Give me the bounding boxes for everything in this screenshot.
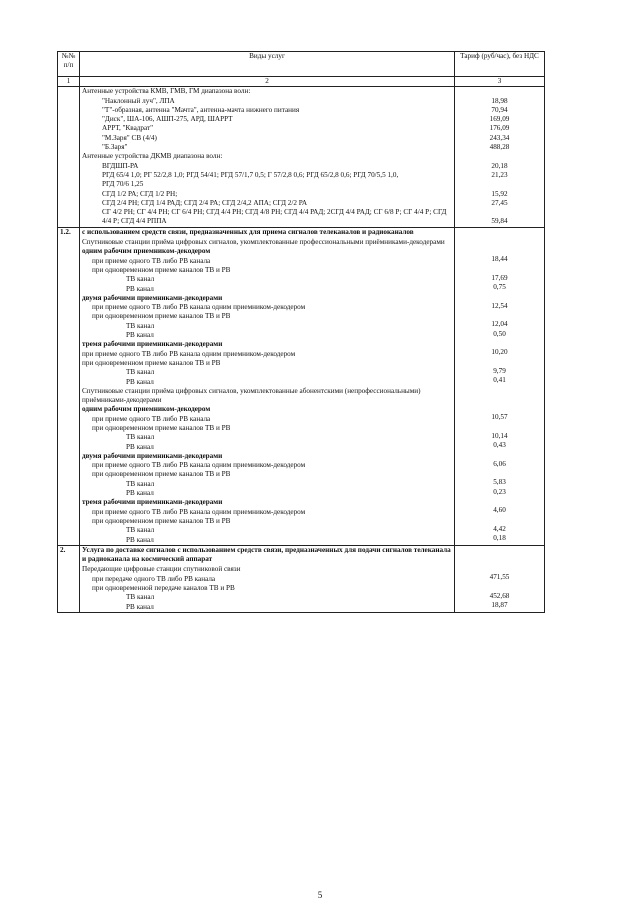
service-line: РВ канал (126, 442, 154, 451)
header-services: Виды услуг (80, 52, 455, 77)
tariff-value (457, 293, 542, 302)
service-line: РВ канал (126, 331, 154, 340)
column-index: 1 (58, 77, 80, 87)
table-header-row (58, 52, 545, 77)
section-title: Услуга по доставке сигналов с использованием средств связи, предназначенных для подачи сигналов телеканала и радиоканала на космический аппарат (82, 545, 451, 564)
service-line: Спутниковые станции приёма цифровых сигналов, укомплектованные профессиональными приёмниками-декодерами (82, 238, 445, 247)
tariff-values (455, 545, 545, 612)
tariff-value (457, 423, 542, 432)
service-line: Передающие цифровые станции спутниковой связи (82, 565, 241, 574)
service-line: при передаче одного ТВ либо РВ канала (92, 574, 216, 583)
tariff-value: 0,23 (493, 487, 506, 496)
row-number: 2. (58, 545, 80, 612)
service-description (80, 87, 455, 227)
tariff-values (455, 87, 545, 227)
tariff-value (457, 339, 542, 348)
tariff-value: 471,55 (489, 573, 510, 582)
service-line: при приеме одного ТВ либо РВ канала одним приемником-декодером (82, 349, 296, 358)
tariff-value (457, 497, 542, 506)
service-line: при одновременном приеме каналов ТВ и РВ (92, 516, 231, 525)
tariff-value: 0,43 (493, 441, 506, 450)
tariff-value: 21,23 (491, 170, 508, 179)
tariff-value (457, 152, 542, 161)
column-index: 2 (80, 77, 455, 87)
tariff-table (57, 51, 545, 613)
service-line: при одновременной передаче каналов ТВ и РВ (92, 584, 235, 593)
tariff-value: 10,14 (491, 431, 508, 440)
service-line: тремя рабочими приемниками-декодерами (82, 340, 223, 349)
service-line: ВГДШП-РА (102, 161, 139, 170)
tariff-value (457, 311, 542, 320)
service-line: СГД 1/2 РА; СГД 1/2 РН; (102, 189, 178, 198)
service-line: двумя рабочими приемниками-декодерами (82, 293, 223, 302)
tariff-value: 6,06 (493, 459, 506, 468)
tariff-value: 452,68 (489, 591, 510, 600)
tariff-value: 17,69 (491, 273, 508, 282)
tariff-value: 70,94 (491, 105, 508, 114)
service-line: Антенные устройства КМВ, ГМВ, ГМ диапазона волн: (82, 87, 251, 96)
row-number (58, 87, 80, 227)
value-spacer (457, 228, 542, 237)
table-row (58, 545, 545, 612)
tariff-value: 12,04 (491, 320, 508, 329)
tariff-value: 20,18 (491, 161, 508, 170)
tariff-value: 169,09 (489, 115, 510, 124)
tariff-value: 10,20 (491, 348, 508, 357)
service-line: при одновременном приеме каналов ТВ и РВ (92, 470, 231, 479)
tariff-value: 18,44 (491, 255, 508, 264)
column-index-row (58, 77, 545, 87)
tariff-value: 15,92 (491, 189, 508, 198)
tariff-value: 4,60 (493, 506, 506, 515)
service-line: "Диск", ША-106, АШП-275, АРД, ШАРРТ (102, 115, 233, 124)
service-line: при приеме одного ТВ либо РВ канала одним приемником-декодером (92, 461, 306, 470)
service-line: ТВ канал (126, 526, 155, 535)
service-line: при приеме одного ТВ либо РВ канала одним приемником-декодером (92, 303, 306, 312)
tariff-value: 0,18 (493, 534, 506, 543)
tariff-value: 59,84 (491, 217, 508, 226)
tariff-value (457, 516, 542, 525)
service-line: СГД 2/4 РН; СГД 1/4 РАД; СГД 2/4 РА; СГД 2/4,2 АПА; СГД 2/2 РА (102, 198, 308, 207)
service-line: при приеме одного ТВ либо РВ канала одним приемником-декодером (92, 507, 306, 516)
tariff-value (457, 180, 542, 189)
service-line: при одновременном приеме каналов ТВ и РВ (92, 423, 231, 432)
service-line: двумя рабочими приемниками-декодерами (82, 451, 223, 460)
tariff-value (457, 265, 542, 274)
service-line: РВ канал (126, 377, 154, 386)
service-line: СГ 4/2 РН; СГ 4/4 РН; СГ 6/4 РН; СГД 4/4 РН; СГД 4/8 РН; СГД 4/4 РАД; 2СГД 4/4 РАД; СГ 6/8 Р; СГ 4/4 Р; СГД 4/4 Р; СГД 4/4 РППА (102, 208, 447, 226)
tariff-value: 18,87 (491, 601, 508, 610)
tariff-value: 0,50 (493, 329, 506, 338)
service-line: Спутниковые станции приёма цифровых сигналов, укомплектованные абонентскими (непрофессиональными) приёмниками-декодерами (82, 386, 421, 405)
tariff-value (457, 237, 542, 246)
service-line: при одновременном приеме каналов ТВ и РВ (92, 265, 231, 274)
service-line: одним рабочим приемником-декодером (82, 405, 211, 414)
service-line: при одновременном приеме каналов ТВ и РВ (82, 358, 221, 367)
service-description (80, 227, 455, 545)
service-line: ТВ канал (126, 368, 155, 377)
header-num: №№ п/п (58, 52, 80, 77)
table-row (58, 227, 545, 545)
tariff-value: 18,98 (491, 96, 508, 105)
column-index: 3 (455, 77, 545, 87)
service-line: АРРТ, "Квадрат" (102, 124, 154, 133)
tariff-value: 12,54 (491, 301, 508, 310)
tariff-value (457, 246, 542, 255)
tariff-value (457, 87, 542, 96)
service-line: ТВ канал (126, 275, 155, 284)
service-line: РГД 70/6 1,25 (102, 180, 144, 189)
service-line: РВ канал (126, 602, 154, 611)
tariff-value (457, 564, 542, 573)
service-line: РГД 65/4 1,0; РГ 52/2,8 1,0; РГД 54/41; РГД 57/1,7 0,5; Г 57/2,8 0,6; РГД 65/2,8 0,6; РГД 70/5,5 1,0, (102, 170, 399, 179)
header-tariff: Тариф (руб/час), без НДС (455, 52, 545, 77)
service-line: РВ канал (126, 284, 154, 293)
row-number: 1.2. (58, 227, 80, 545)
tariff-value: 0,41 (493, 376, 506, 385)
tariff-value: 27,45 (491, 198, 508, 207)
service-line: ТВ канал (126, 593, 155, 602)
tariff-value: 4,42 (493, 524, 506, 533)
tariff-value (457, 582, 542, 591)
tariff-value (457, 386, 542, 405)
tariff-value: 488,28 (489, 143, 510, 152)
service-line: Антенные устройства ДКМВ диапазона волн: (82, 152, 223, 161)
tariff-value: 0,75 (493, 283, 506, 292)
section-title: с использованием средств связи, предназначенных для приема сигналов телеканалов и радиоканалов (82, 227, 414, 236)
tariff-value: 10,57 (491, 413, 508, 422)
service-line: "Б.Заря" (102, 143, 128, 152)
value-spacer (457, 546, 542, 564)
tariff-values (455, 227, 545, 545)
tariff-value: 9,79 (493, 366, 506, 375)
service-line: при приеме одного ТВ либо РВ канала (92, 256, 211, 265)
tariff-value: 243,34 (489, 133, 510, 142)
service-line: "Наклонный луч", ЛПА (102, 96, 175, 105)
service-line: одним рабочим приемником-декодером (82, 247, 211, 256)
tariff-value (457, 451, 542, 460)
service-line: РВ канал (126, 489, 154, 498)
tariff-value (457, 404, 542, 413)
service-line: при приеме одного ТВ либо РВ канала (92, 414, 211, 423)
service-line: "Т"-образная, антенна "Мачта", антенна-мачта нижнего питания (102, 105, 300, 114)
service-line: тремя рабочими приемниками-декодерами (82, 498, 223, 507)
service-description (80, 545, 455, 612)
tariff-value (457, 358, 542, 367)
table-row (58, 87, 545, 227)
page-number: 5 (317, 890, 323, 900)
tariff-value: 5,83 (493, 478, 506, 487)
service-line: ТВ канал (126, 433, 155, 442)
service-line: РВ канал (126, 535, 154, 544)
tariff-value (457, 469, 542, 478)
service-line: при одновременном приеме каналов ТВ и РВ (92, 312, 231, 321)
service-line: ТВ канал (126, 479, 155, 488)
service-line: ТВ канал (126, 321, 155, 330)
service-line: "М.Заря" СВ (4/4) (102, 133, 157, 142)
tariff-value: 176,09 (489, 124, 510, 133)
